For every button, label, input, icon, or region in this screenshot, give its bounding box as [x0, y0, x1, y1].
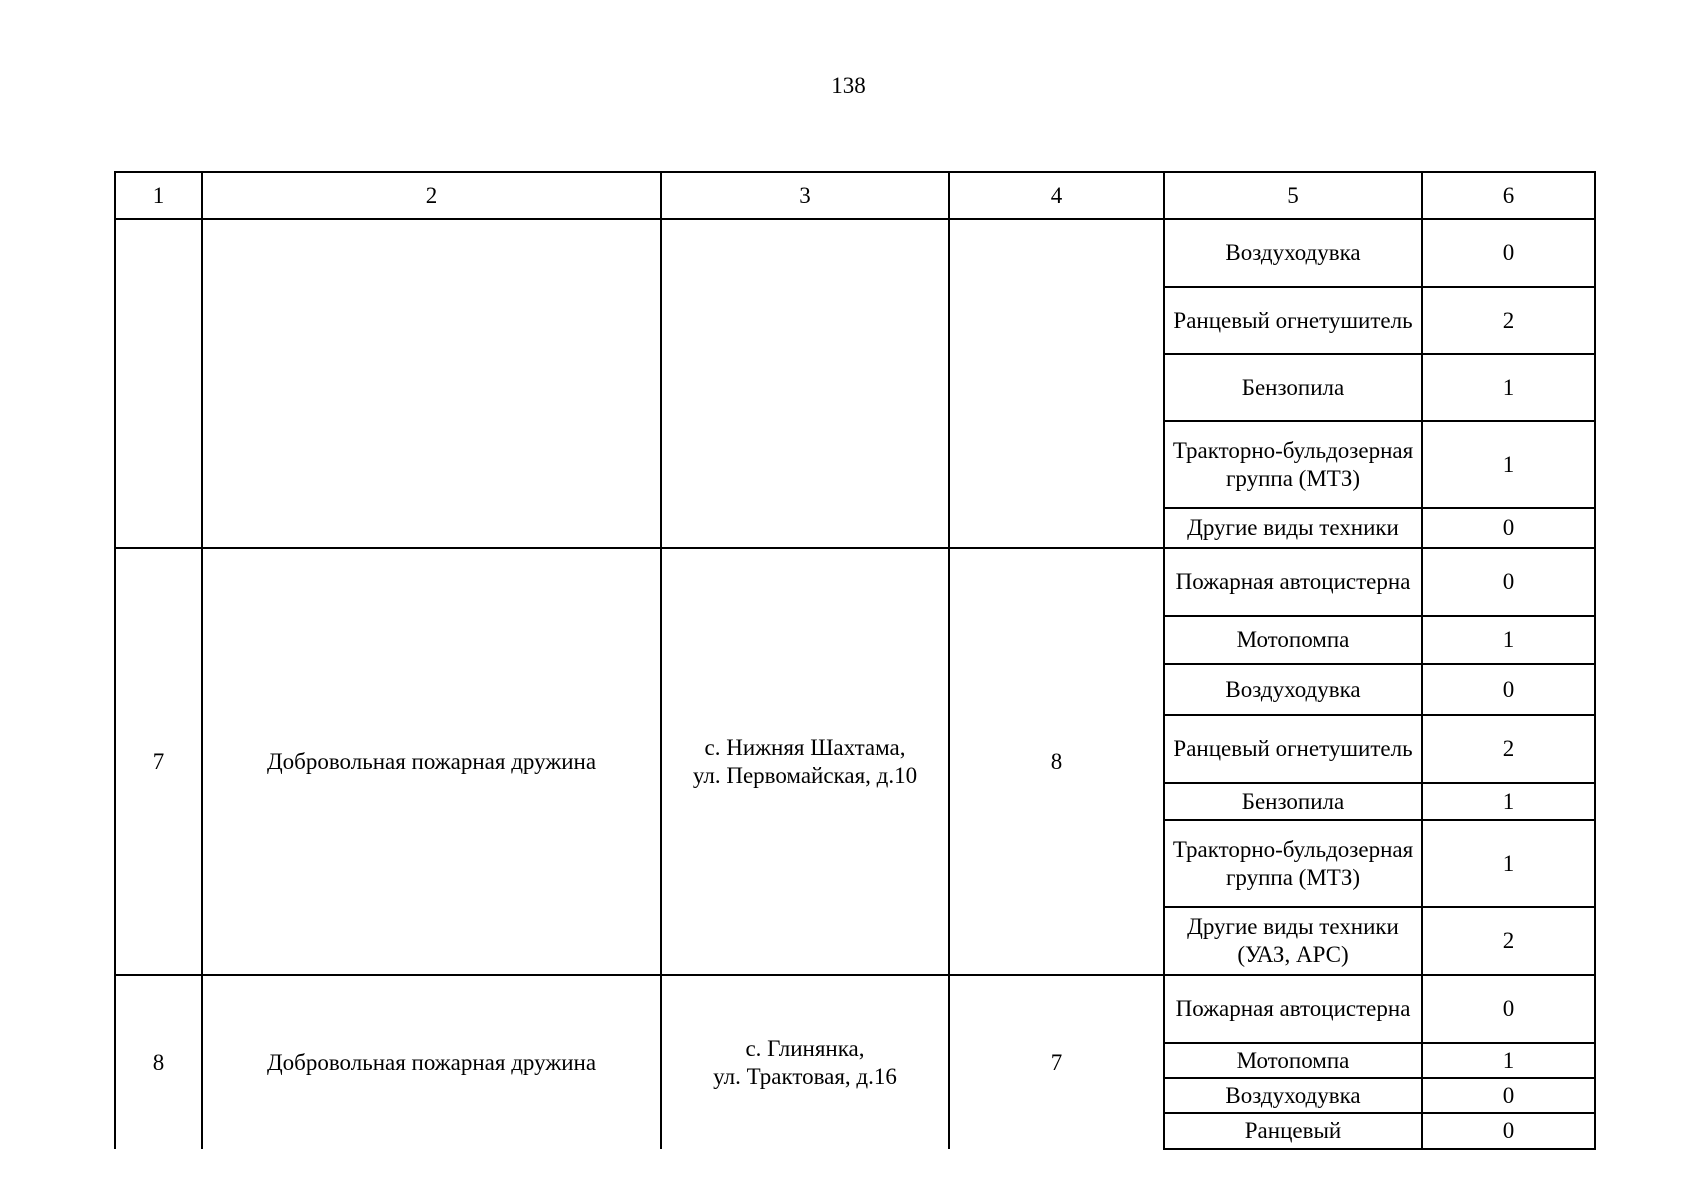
equipment-name-cell: Ранцевый огнетушитель: [1164, 715, 1422, 783]
header-cell-4: 4: [949, 172, 1164, 219]
equipment-table: [114, 171, 1596, 1150]
equipment-name-cell: Другие виды техники: [1164, 508, 1422, 548]
equipment-name-cell: Воздуходувка: [1164, 664, 1422, 715]
equipment-name-cell: Пожарная автоцистерна: [1164, 548, 1422, 616]
header-cell-1: 1: [115, 172, 202, 219]
equipment-qty-cell: 0: [1422, 508, 1595, 548]
equipment-qty-cell: 2: [1422, 907, 1595, 975]
equipment-name-cell: Бензопила: [1164, 783, 1422, 820]
equipment-name-cell: Тракторно-бульдозерная группа (МТЗ): [1164, 421, 1422, 508]
equipment-name-cell: Пожарная автоцистерна: [1164, 975, 1422, 1043]
row-number-cell: [115, 219, 202, 548]
address-cell: [661, 219, 949, 548]
header-cell-5: 5: [1164, 172, 1422, 219]
equipment-name-cell: Тракторно-бульдозерная группа (МТЗ): [1164, 820, 1422, 907]
equipment-qty-cell: 1: [1422, 421, 1595, 508]
address-line-street: ул. Первомайская, д.10: [692, 762, 918, 788]
equipment-qty-cell: 1: [1422, 820, 1595, 907]
table-row: [115, 975, 1595, 1043]
table-row: [115, 219, 1595, 287]
equipment-qty-cell: 0: [1422, 1113, 1595, 1149]
organization-name-cell: Добровольная пожарная дружина: [202, 548, 661, 975]
equipment-name-cell: Бензопила: [1164, 354, 1422, 421]
equipment-name-cell: Ранцевый: [1164, 1113, 1422, 1149]
equipment-qty-cell: 0: [1422, 1078, 1595, 1113]
equipment-qty-cell: 0: [1422, 548, 1595, 616]
organization-name-cell: [202, 219, 661, 548]
row-number-cell: 8: [115, 975, 202, 1149]
address-cell: [661, 975, 949, 1149]
equipment-qty-cell: 1: [1422, 354, 1595, 421]
address-line-settlement: с. Глинянка,: [745, 1035, 865, 1061]
equipment-qty-cell: 1: [1422, 783, 1595, 820]
equipment-qty-cell: 1: [1422, 616, 1595, 664]
address-line-settlement: с. Нижняя Шахтама,: [704, 734, 906, 760]
header-cell-6: 6: [1422, 172, 1595, 219]
equipment-name-cell: Мотопомпа: [1164, 616, 1422, 664]
page-number: 138: [831, 73, 866, 98]
equipment-qty-cell: 0: [1422, 975, 1595, 1043]
equipment-qty-cell: 2: [1422, 715, 1595, 783]
equipment-name-cell: Воздуходувка: [1164, 1078, 1422, 1113]
equipment-name-cell: Воздуходувка: [1164, 219, 1422, 287]
equipment-qty-cell: 0: [1422, 664, 1595, 715]
staff-count-cell: [949, 219, 1164, 548]
header-cell-2: 2: [202, 172, 661, 219]
address-cell: [661, 548, 949, 975]
equipment-qty-cell: 0: [1422, 219, 1595, 287]
table-header-row: [115, 172, 1595, 219]
equipment-name-cell: Мотопомпа: [1164, 1043, 1422, 1078]
staff-count-cell: 8: [949, 548, 1164, 975]
equipment-qty-cell: 1: [1422, 1043, 1595, 1078]
row-number-cell: 7: [115, 548, 202, 975]
equipment-name-cell: Ранцевый огнетушитель: [1164, 287, 1422, 354]
equipment-name-cell: Другие виды техники (УАЗ, АРС): [1164, 907, 1422, 975]
header-cell-3: 3: [661, 172, 949, 219]
organization-name-cell: Добровольная пожарная дружина: [202, 975, 661, 1149]
address-line-street: ул. Трактовая, д.16: [713, 1063, 897, 1089]
staff-count-cell: 7: [949, 975, 1164, 1149]
table-row: [115, 548, 1595, 616]
equipment-qty-cell: 2: [1422, 287, 1595, 354]
